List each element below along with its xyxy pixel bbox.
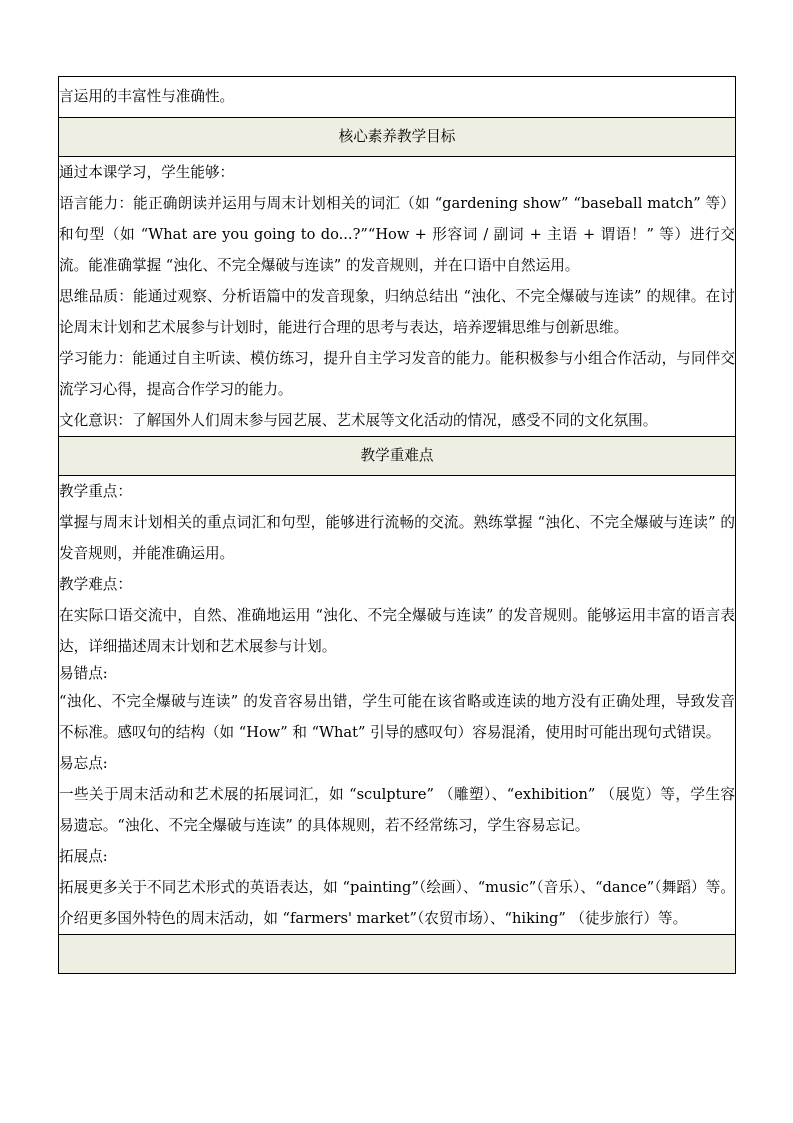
goal-thinking-quality: 思维品质：能通过观察、分析语篇中的发音现象，归纳总结出 “浊化、不完全爆破与连读” 的规律。在讨论周末计划和艺术展参与计划时，能进行合理的思考与表达，培养逻辑思维与创新思维。 [59, 288, 735, 336]
forget-text: 一些关于周末活动和艺术展的拓展词汇，如 “sculpture” （雕塑）、“exhibition” （展览）等，学生容易遗忘。“浊化、不完全爆破与连读” 的具体规则，若不经常练习，学生容易忘记。 [59, 786, 735, 834]
goal-language-ability: 语言能力：能正确朗读并运用与周末计划相关的词汇（如 “gardening show” “baseball match” 等）和句型（如 “What are you going to do...?”“How + 形容词 / 副词 + 主语 + 谓语！” 等）进行交流。能准确掌握 “浊化、不完全爆破与连读” 的发音规则，并在口语中自然运用。 [59, 195, 735, 274]
key-points-content-cell [59, 476, 736, 935]
focus-label: 教学重点： [59, 483, 132, 500]
difficulty-label: 教学难点： [59, 576, 132, 593]
goals-intro: 通过本课学习，学生能够： [59, 164, 235, 181]
intro-cell [59, 77, 736, 118]
intro-line: 言运用的丰富性与准确性。 [59, 88, 235, 105]
key-points-content-row [59, 476, 736, 935]
forget-label: 易忘点: [59, 755, 108, 772]
intro-row [59, 77, 736, 118]
goals-content-cell [59, 157, 736, 437]
extend-text: 拓展更多关于不同艺术形式的英语表达，如 “painting”（绘画）、“music”（音乐）、“dance”（舞蹈）等。介绍更多国外特色的周末活动，如 “farmers' market”（农贸市场）、“hiking” （徒步旅行）等。 [59, 879, 735, 927]
goals-content-row [59, 157, 736, 437]
lesson-plan-table [58, 76, 736, 974]
error-text: “浊化、不完全爆破与连读” 的发音容易出错，学生可能在该省略或连读的地方没有正确处理，导致发音不标准。感叹句的结构（如 “How” 和 “What” 引导的感叹句）容易混淆，使用时可能出现句式错误。 [59, 693, 735, 741]
goals-header: 核心素养教学目标 [59, 118, 736, 157]
goal-cultural-awareness: 文化意识：了解国外人们周末参与园艺展、艺术展等文化活动的情况，感受不同的文化氛围。 [59, 412, 658, 429]
goals-header-row [59, 118, 736, 157]
empty-footer-row [59, 935, 736, 974]
extend-label: 拓展点: [59, 848, 108, 865]
empty-footer-cell [59, 935, 736, 974]
goal-learning-ability: 学习能力：能通过自主听读、模仿练习，提升自主学习发音的能力。能积极参与小组合作活动，与同伴交流学习心得，提高合作学习的能力。 [59, 350, 735, 398]
error-label: 易错点: [59, 665, 108, 682]
difficulty-text: 在实际口语交流中，自然、准确地运用 “浊化、不完全爆破与连读” 的发音规则。能够运用丰富的语言表达，详细描述周末计划和艺术展参与计划。 [59, 607, 735, 655]
key-points-header: 教学重难点 [59, 437, 736, 476]
key-points-header-row [59, 437, 736, 476]
focus-text: 掌握与周末计划相关的重点词汇和句型，能够进行流畅的交流。熟练掌握 “浊化、不完全爆破与连读” 的发音规则，并能准确运用。 [59, 514, 735, 562]
